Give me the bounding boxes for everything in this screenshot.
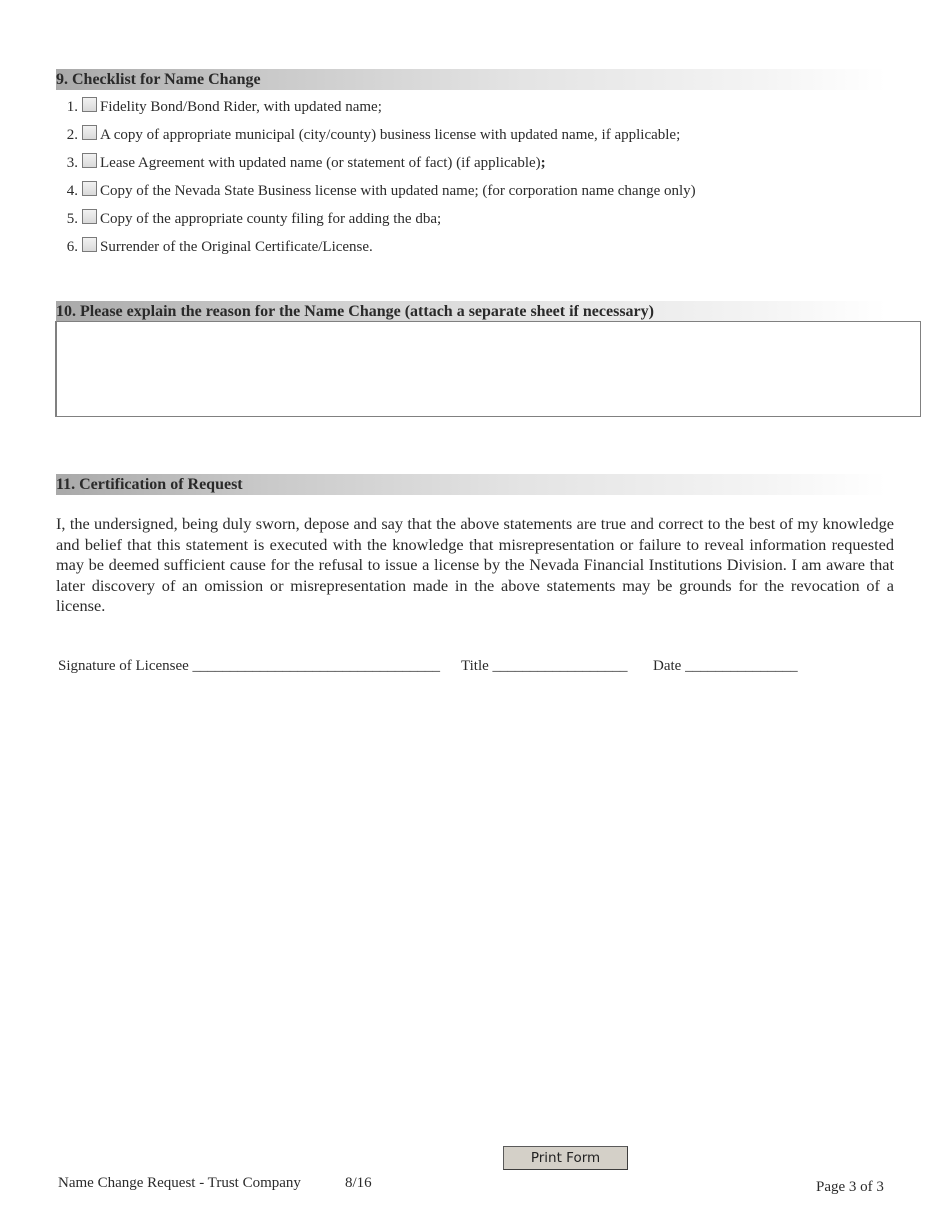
date-field bbox=[653, 656, 798, 676]
title-label: Title bbox=[461, 658, 489, 674]
title-blank: __________________ bbox=[492, 658, 628, 674]
checklist-item-label: Lease Agreement with updated name (or statement of fact) (if applicable) bbox=[100, 155, 541, 171]
title-field bbox=[461, 656, 628, 676]
checkbox-lease-agreement[interactable] bbox=[82, 153, 97, 168]
footer-form-name: Name Change Request - Trust Company bbox=[58, 1175, 301, 1191]
signature-label: Signature of Licensee bbox=[58, 658, 189, 674]
checkbox-fidelity-bond[interactable] bbox=[82, 97, 97, 112]
checklist-item bbox=[60, 237, 373, 257]
signature-field bbox=[58, 656, 440, 676]
checklist-item bbox=[60, 153, 546, 173]
checklist-item-label: A copy of appropriate municipal (city/county) business license with updated name, if applicable; bbox=[100, 127, 681, 143]
checklist-item-number: 3. bbox=[66, 155, 78, 171]
checklist-item-number: 2. bbox=[66, 127, 78, 143]
section-9-header: 9. Checklist for Name Change bbox=[56, 69, 886, 90]
checklist-item bbox=[60, 209, 441, 229]
checklist-item-number: 4. bbox=[66, 183, 78, 199]
checklist-item-label: Copy of the appropriate county filing for adding the dba; bbox=[100, 211, 442, 227]
checkbox-county-filing[interactable] bbox=[82, 209, 97, 224]
section-10-header: 10. Please explain the reason for the Name Change (attach a separate sheet if necessary) bbox=[56, 301, 886, 322]
checklist-item-suffix: ; bbox=[540, 155, 546, 171]
checklist-item-number: 1. bbox=[66, 99, 78, 115]
name-change-reason-input[interactable] bbox=[55, 321, 921, 417]
checklist-item-label: Surrender of the Original Certificate/License. bbox=[100, 239, 373, 255]
checkbox-state-business-license[interactable] bbox=[82, 181, 97, 196]
print-form-button[interactable]: Print Form bbox=[503, 1146, 628, 1170]
footer-revision: 8/16 bbox=[345, 1175, 372, 1191]
footer-page-number: Page 3 of 3 bbox=[816, 1179, 884, 1195]
checkbox-municipal-license[interactable] bbox=[82, 125, 97, 140]
signature-blank: _________________________________ bbox=[192, 658, 441, 674]
checklist-item bbox=[60, 97, 382, 117]
checklist-item-label: Copy of the Nevada State Business license with updated name; (for corporation name change only) bbox=[100, 183, 696, 199]
checklist-item-number: 6. bbox=[66, 239, 78, 255]
checklist-item bbox=[60, 125, 680, 145]
date-label: Date bbox=[653, 658, 682, 674]
checklist-item-label: Fidelity Bond/Bond Rider, with updated name; bbox=[100, 99, 382, 115]
checklist-item bbox=[60, 181, 696, 201]
section-11-header: 11. Certification of Request bbox=[56, 474, 886, 495]
date-blank: _______________ bbox=[685, 658, 798, 674]
certification-statement: I, the undersigned, being duly sworn, depose and say that the above statements are true and correct to the best of my knowledge and belief that this statement is executed with the knowledge that misrepresentation or failure to reveal information requested may be deemed sufficient cause for the refusal to issue a license by the Nevada Financial Institutions Division. I am aware that later discovery of an omission or misrepresentation made in the above statements may be grounds for the revocation of a license. bbox=[56, 514, 894, 615]
checkbox-surrender-certificate[interactable] bbox=[82, 237, 97, 252]
checklist-item-number: 5. bbox=[66, 211, 78, 227]
